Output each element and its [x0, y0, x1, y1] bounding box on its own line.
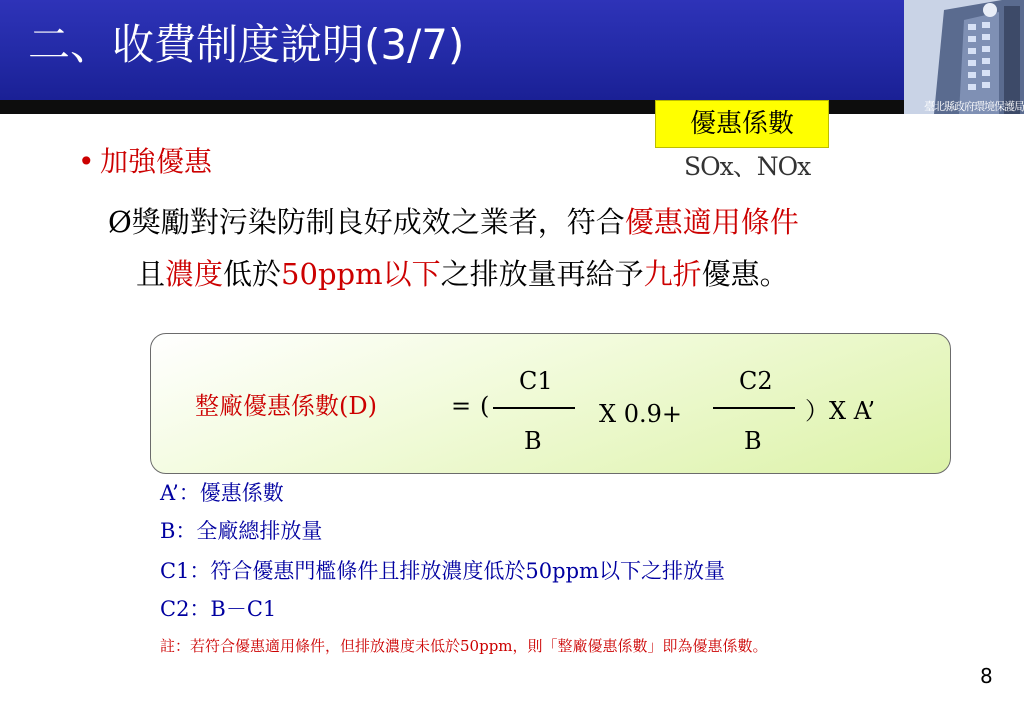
page-number: 8: [980, 664, 993, 688]
org-label: 臺北縣政府環境保護局: [924, 100, 1024, 113]
discount-badge: 優惠係數: [655, 100, 829, 148]
formula-multiplier: X 0.9+: [599, 400, 682, 428]
para2-mid: 低於: [223, 257, 282, 291]
formula-denominator-1: B: [524, 427, 542, 455]
definition-item: B：全廠總排放量: [160, 519, 323, 543]
building-photo-icon: [904, 0, 1024, 114]
para1-text: 獎勵對污染防制良好成效之業者，符合: [131, 205, 625, 239]
para2-mid2: 之排放量再給予: [440, 257, 644, 291]
formula-tail: ）X A’: [805, 397, 876, 425]
bullet-heading: 加強優惠: [100, 145, 213, 178]
definition-item: C2：B－C1: [160, 597, 277, 621]
pollutant-label: SOx、NOx: [684, 152, 811, 181]
arrow-bullet-icon: Ø: [108, 205, 132, 239]
definition-item: C1：符合優惠門檻條件且排放濃度低於50ppm以下之排放量: [160, 559, 725, 583]
formula-numerator-1: C1: [519, 367, 553, 395]
bullet-dot-icon: •: [78, 145, 95, 178]
formula-denominator-2: B: [744, 427, 762, 455]
footnote: 註：若符合優惠適用條件，但排放濃度未低於50ppm，則「整廠優惠係數」即為優惠係數。: [160, 637, 768, 655]
definition-item: A’：優惠係數: [160, 481, 284, 505]
bullet-heading-line: [78, 140, 212, 184]
fraction-bar-1: [493, 407, 575, 409]
formula-box: [150, 333, 951, 474]
para1-highlight: 優惠適用條件: [624, 205, 799, 239]
formula-numerator-2: C2: [739, 367, 773, 395]
title-bar: [0, 0, 1024, 100]
formula-equals: =: [451, 392, 472, 420]
paragraph-line-2: [136, 254, 789, 294]
para2-end: 優惠。: [701, 257, 789, 291]
para2-highlight-threshold: 50ppm以下: [281, 257, 441, 291]
paragraph-line-1: [108, 202, 799, 242]
para2-highlight-discount: 九折: [643, 257, 702, 291]
fraction-bar-2: [713, 407, 795, 409]
para2-start: 且: [136, 257, 166, 291]
formula-open-paren: (: [480, 392, 490, 420]
slide-title: 二、收費制度說明(3/7): [28, 20, 465, 69]
formula-label: 整廠優惠係數(D): [195, 392, 377, 420]
para2-highlight-concentration: 濃度: [165, 257, 224, 291]
